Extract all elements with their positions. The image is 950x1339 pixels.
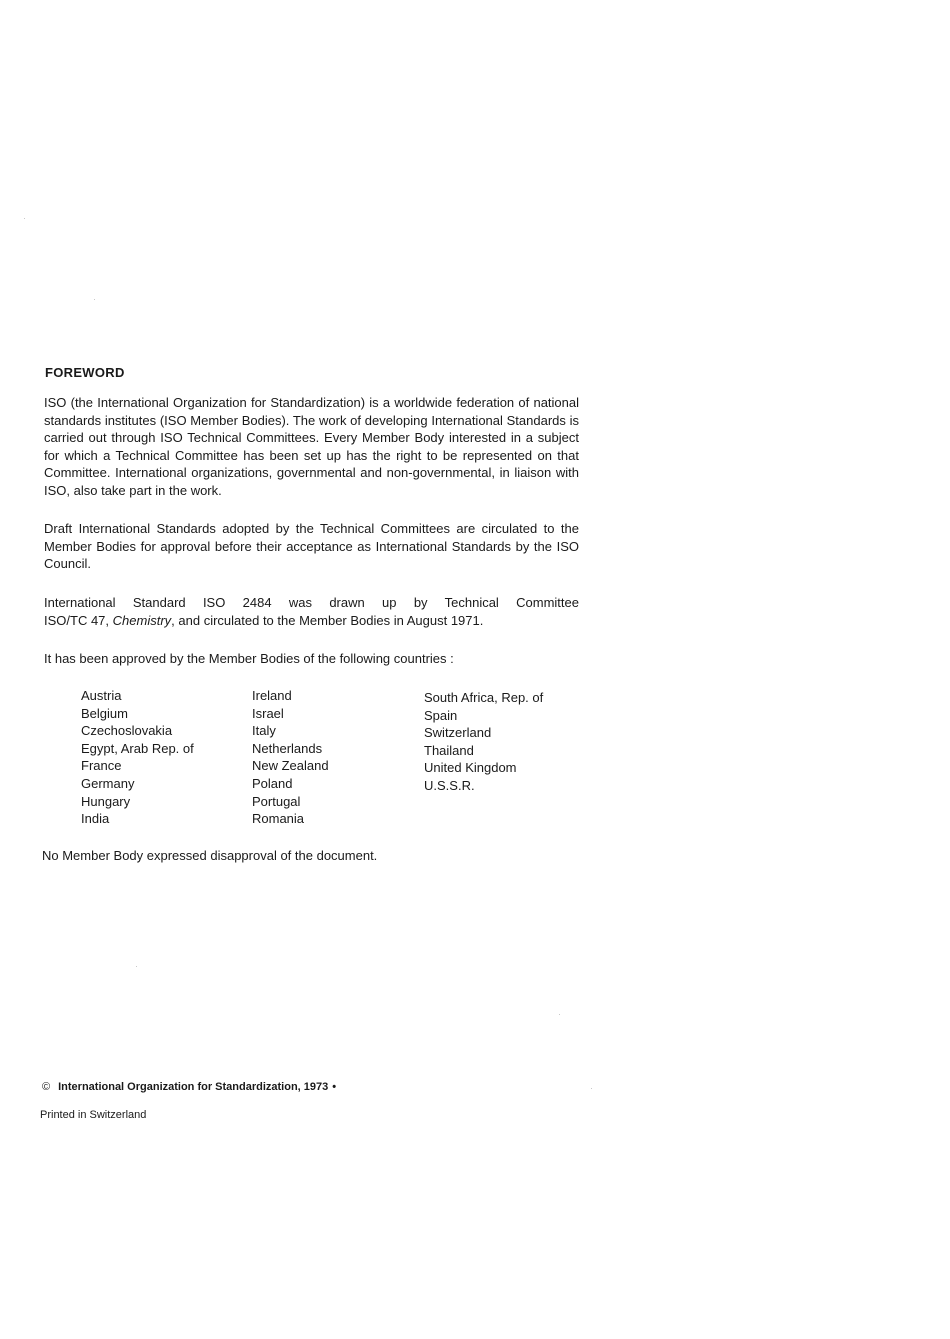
country-item: Portugal	[252, 793, 301, 809]
country-item: Austria	[81, 688, 122, 703]
country-item: South Africa, Rep. of	[424, 690, 544, 705]
country-item: Italy	[252, 723, 276, 739]
scan-speck	[591, 1088, 592, 1089]
country-item: Czechoslovakia	[81, 723, 173, 739]
copyright-line	[42, 1081, 336, 1093]
country-item: Belgium	[81, 705, 128, 721]
country-item: Hungary	[81, 793, 131, 809]
countries-column-1	[81, 687, 251, 828]
technical-committee-id: ISO/TC 47,	[44, 612, 110, 628]
country-item: Netherlands	[252, 740, 323, 756]
country-item: India	[81, 811, 110, 827]
country-item: New Zealand	[252, 758, 329, 774]
country-item: United Kingdom	[424, 760, 517, 776]
country-item: Switzerland	[424, 725, 492, 741]
paragraph-approval: It has been approved by the Member Bodies of the following countries :	[44, 651, 454, 666]
country-item: Israel	[252, 705, 284, 721]
country-item: Germany	[81, 775, 135, 791]
country-item: France	[81, 758, 122, 774]
copyright-text: International Organization for Standardization, 1973	[58, 1081, 329, 1093]
country-item: Ireland	[252, 688, 292, 703]
countries-column-3	[424, 689, 594, 795]
country-item: Egypt, Arab Rep. of	[81, 740, 194, 756]
scan-speck	[559, 1014, 560, 1015]
paragraph-iso-intro: ISO (the International Organization for Standardization) is a worldwide federation of national standards institutes (ISO Member Bodies). The work of developing International Standards is carried out through ISO Technical Committees. Every Member Body interested in a subject for which a Technical Committee has been set up has the right to be represented on that Committee. International organizations, governmental and non-governmental, in liaison with ISO, also take part in the work.	[44, 395, 579, 498]
printed-location: Printed in Switzerland	[40, 1109, 147, 1121]
country-item: Spain	[424, 707, 458, 723]
committee-subject: Chemistry	[112, 612, 172, 628]
foreword-heading: FOREWORD	[45, 365, 125, 380]
copyright-symbol: ©	[42, 1081, 51, 1093]
paragraph-no-disapproval: No Member Body expressed disapproval of the document.	[42, 848, 378, 863]
copyright-bullet: •	[332, 1081, 337, 1093]
scan-speck	[94, 299, 95, 300]
paragraph-standard-origin	[44, 594, 579, 629]
country-item: Poland	[252, 775, 293, 791]
standard-origin-lead: International Standard ISO 2484 was drawn up by Technical Committee	[44, 595, 579, 610]
country-item: U.S.S.R.	[424, 777, 475, 793]
scan-speck	[136, 966, 137, 967]
country-item: Romania	[252, 811, 305, 827]
scan-speck	[24, 218, 25, 219]
country-item: Thailand	[424, 742, 474, 758]
paragraph-draft-standards: Draft International Standards adopted by the Technical Committees are circulated to the Member Bodies for approval before their acceptance as International Standards by the ISO Council.	[44, 521, 579, 571]
standard-origin-tail: , and circulated to the Member Bodies in August 1971.	[171, 612, 484, 628]
countries-column-2	[252, 687, 422, 828]
